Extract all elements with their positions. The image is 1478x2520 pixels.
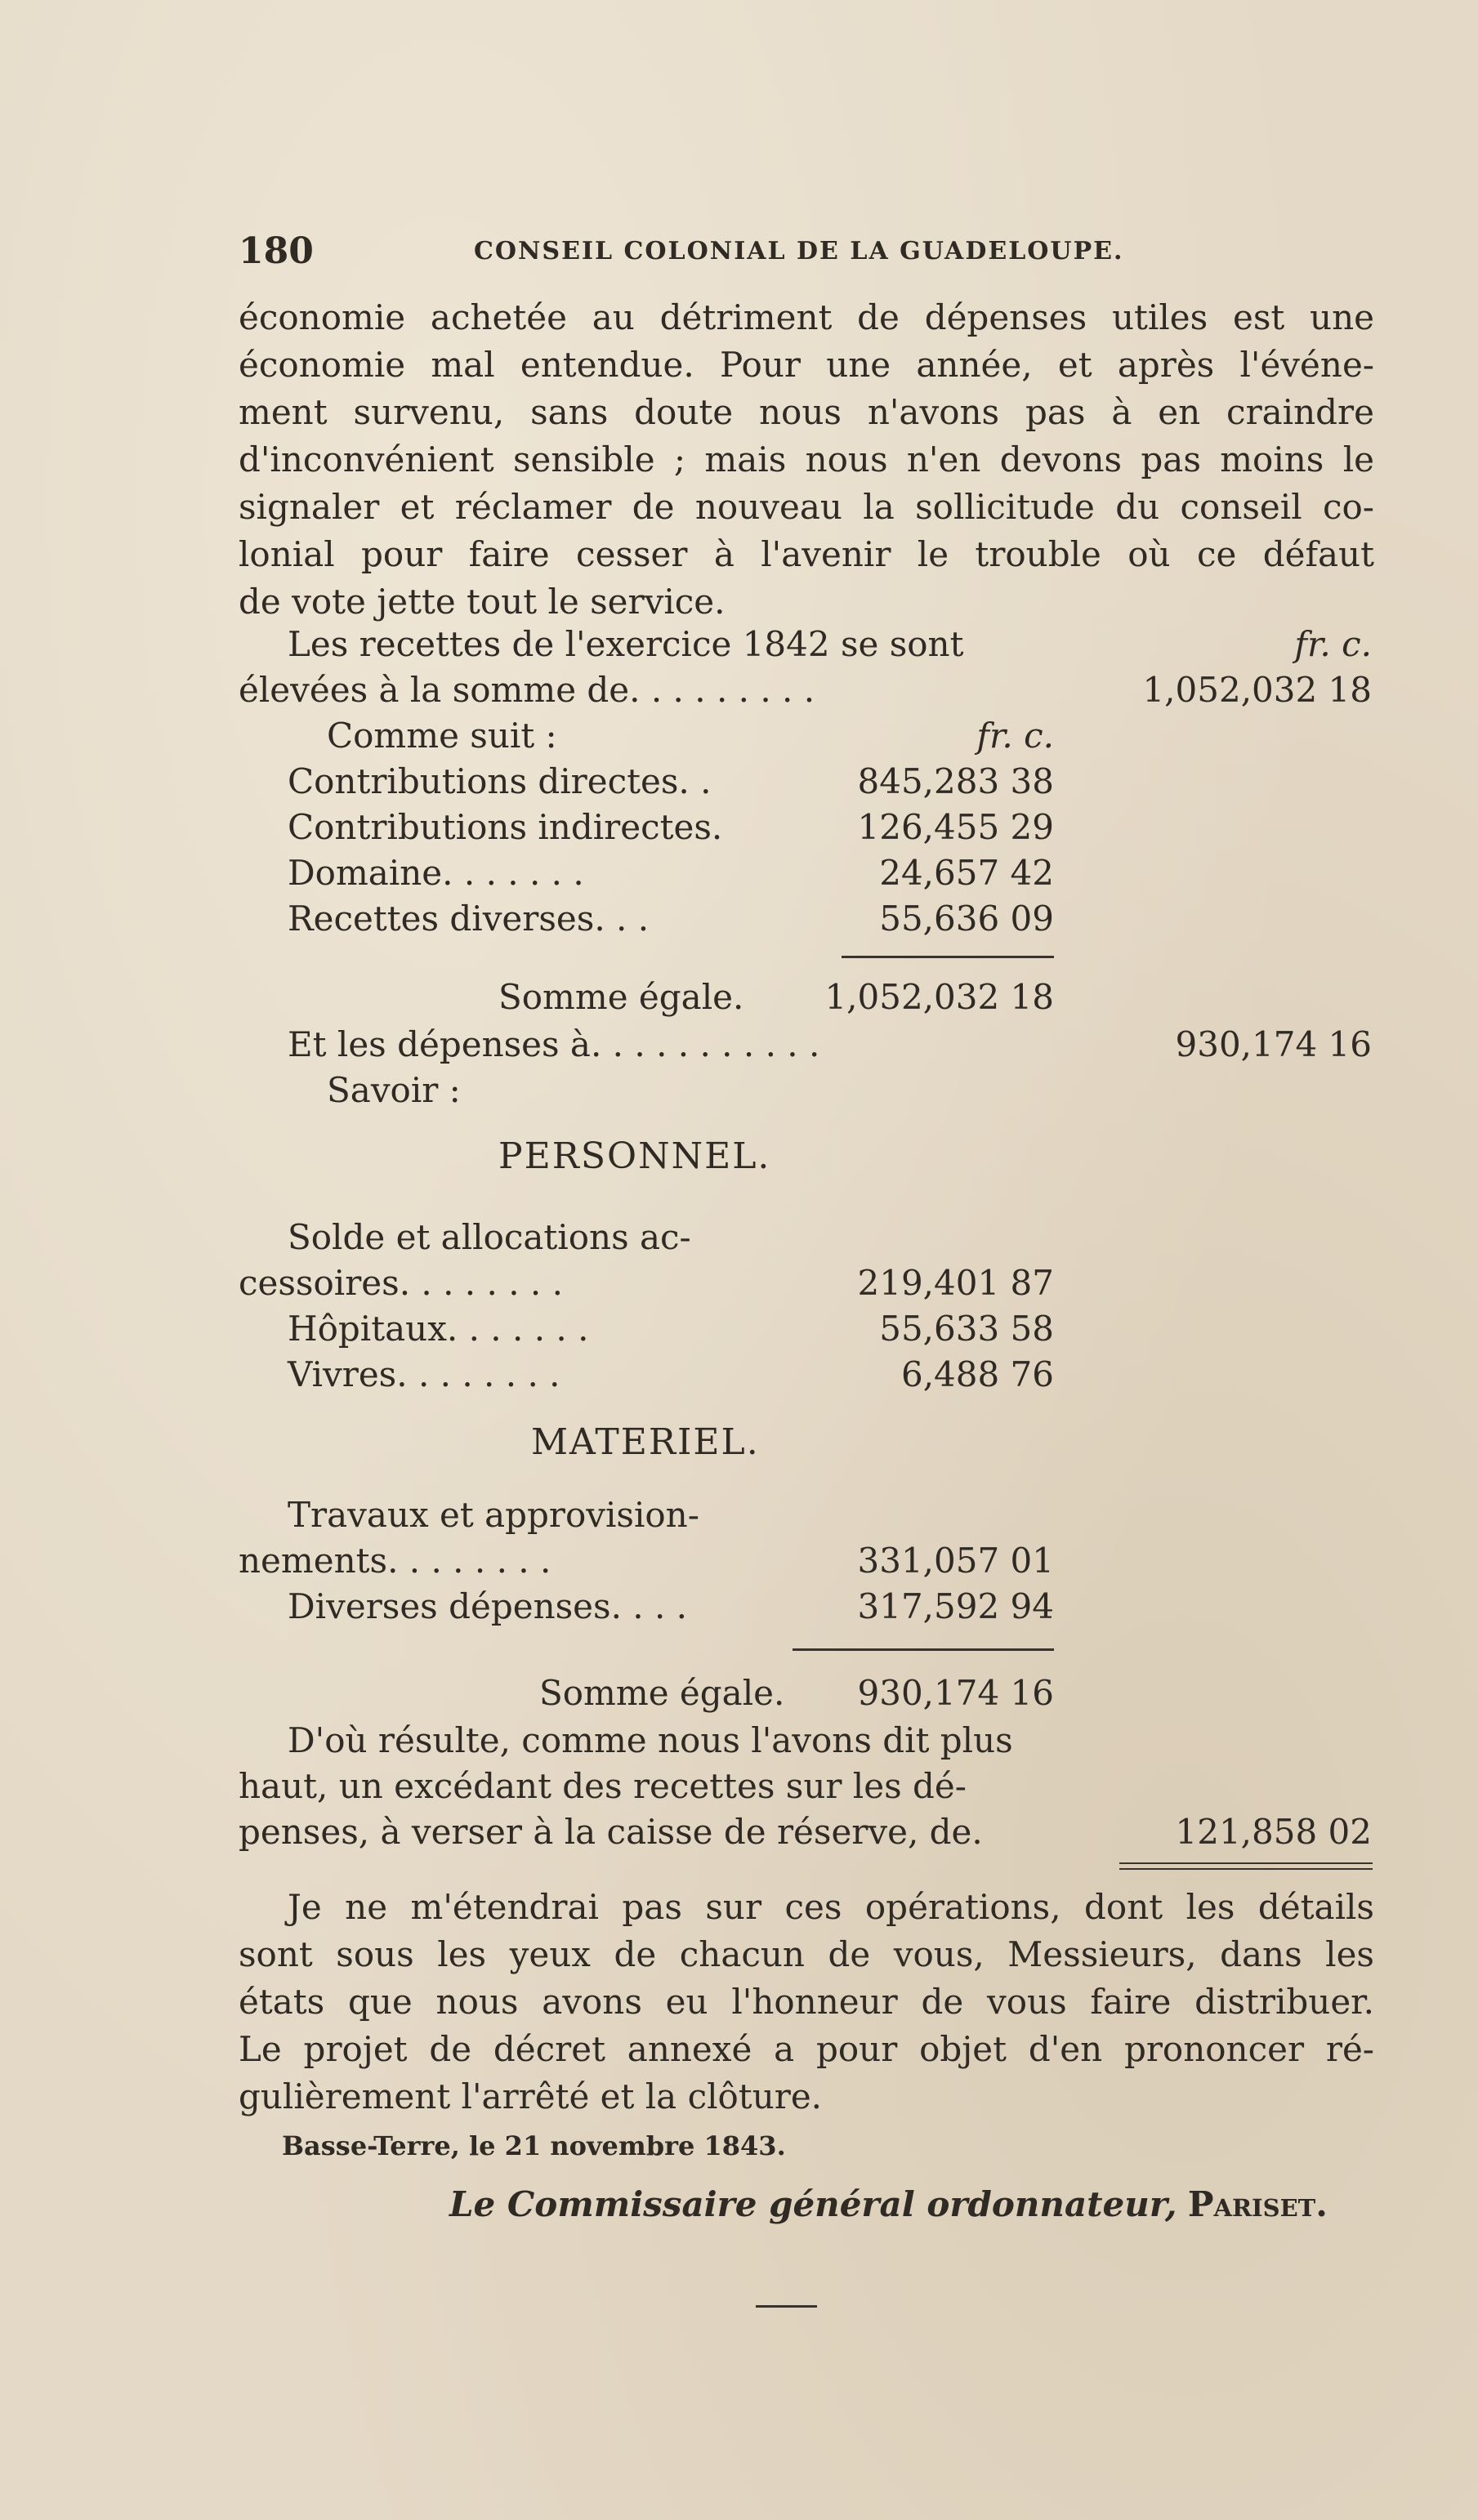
expense-item-amount: 55,633 58 xyxy=(879,1309,1054,1349)
unit-header-right: fr. c. xyxy=(1294,624,1372,664)
signature-title: Le Commissaire général ordonnateur, xyxy=(449,2184,1177,2224)
somme-egale-label: Somme égale. xyxy=(539,1673,785,1713)
somme-egale-amount: 930,174 16 xyxy=(857,1673,1054,1713)
closing-line: gulièrement l'arrêté et la clôture. xyxy=(239,2076,823,2116)
result-line: penses, à verser à la caisse de réserve, de. xyxy=(239,1812,983,1852)
receipt-item-label: Contributions indirectes. xyxy=(288,807,723,847)
receipt-item-amount: 845,283 38 xyxy=(857,761,1054,801)
receipts-line-2: élevées à la somme de. . . . . . . . . xyxy=(239,670,815,710)
expense-item-amount: 6,488 76 xyxy=(900,1354,1054,1394)
somme-egale-amount: 1,052,032 18 xyxy=(824,977,1054,1017)
double-rule-top xyxy=(1119,1862,1373,1864)
intro-paragraph xyxy=(239,294,1374,626)
expenses-line: Et les dépenses à. . . . . . . . . . . xyxy=(288,1024,820,1064)
closing-paragraph xyxy=(239,1884,1374,2121)
receipts-line-1: Les recettes de l'exercice 1842 se sont xyxy=(288,624,964,664)
running-title: CONSEIL COLONIAL DE LA GUADELOUPE. xyxy=(474,237,1124,265)
intro-line: économie achetée au détriment de dépenses utiles est une xyxy=(239,297,1374,337)
expense-item-label: cessoires. . . . . . . . xyxy=(239,1263,563,1303)
signature xyxy=(449,2181,1328,2228)
intro-line: lonial pour faire cesser à l'avenir le trouble où ce défaut xyxy=(239,534,1374,574)
somme-egale-label: Somme égale. xyxy=(498,977,744,1017)
result-line: D'où résulte, comme nous l'avons dit plus xyxy=(288,1720,1013,1760)
receipt-item-amount: 126,455 29 xyxy=(857,807,1054,847)
unit-header-mid: fr. c. xyxy=(976,716,1054,756)
expense-item-label: nements. . . . . . . . xyxy=(239,1541,551,1581)
end-rule xyxy=(756,2305,817,2308)
receipt-item-label: Contributions directes. . xyxy=(288,761,712,801)
result-line: haut, un excédant des recettes sur les dé- xyxy=(239,1766,967,1806)
intro-line: signaler et réclamer de nouveau la sollicitude du conseil co- xyxy=(239,487,1374,527)
intro-line: de vote jette tout le service. xyxy=(239,582,726,622)
personnel-heading: PERSONNEL. xyxy=(498,1135,771,1177)
expense-item-amount: 317,592 94 xyxy=(857,1586,1054,1626)
expense-item-amount: 331,057 01 xyxy=(857,1541,1054,1581)
closing-line: Je ne m'étendrai pas sur ces opérations, dont les détails xyxy=(288,1887,1374,1927)
materiel-heading: MATERIEL. xyxy=(531,1421,760,1463)
sum-rule xyxy=(793,1648,1054,1651)
expense-item-label: Hôpitaux. . . . . . . xyxy=(288,1309,589,1349)
closing-line: Le projet de décret annexé a pour objet d'en prononcer ré- xyxy=(239,2029,1374,2069)
expense-item-label: Diverses dépenses. . . . xyxy=(288,1586,688,1626)
expenses-total: 930,174 16 xyxy=(1175,1024,1372,1064)
page-number: 180 xyxy=(239,230,314,272)
date-line: Basse-Terre, le 21 novembre 1843. xyxy=(282,2130,786,2161)
intro-line: économie mal entendue. Pour une année, et après l'événe- xyxy=(239,345,1374,385)
receipt-item-label: Recettes diverses. . . xyxy=(288,899,650,939)
closing-line: états que nous avons eu l'honneur de vous faire distribuer. xyxy=(239,1982,1374,2022)
sum-rule xyxy=(842,956,1054,958)
expense-item-label: Vivres. . . . . . . . xyxy=(288,1354,560,1394)
double-rule-bottom xyxy=(1119,1868,1373,1870)
receipt-item-amount: 55,636 09 xyxy=(879,899,1054,939)
result-amount: 121,858 02 xyxy=(1175,1812,1372,1852)
receipt-item-amount: 24,657 42 xyxy=(879,853,1054,893)
expense-item-label: Travaux et approvision- xyxy=(288,1495,699,1535)
savoir: Savoir : xyxy=(327,1070,461,1110)
signature-name: Pariset. xyxy=(1187,2184,1328,2224)
comme-suit: Comme suit : xyxy=(327,716,557,756)
closing-line: sont sous les yeux de chacun de vous, Messieurs, dans les xyxy=(239,1934,1374,1974)
receipts-total: 1,052,032 18 xyxy=(1142,670,1372,710)
receipt-item-label: Domaine. . . . . . . xyxy=(288,853,584,893)
intro-line: d'inconvénient sensible ; mais nous n'en devons pas moins le xyxy=(239,439,1374,479)
expense-item-amount: 219,401 87 xyxy=(857,1263,1054,1303)
intro-line: ment survenu, sans doute nous n'avons pas à en craindre xyxy=(239,392,1374,432)
expense-item-label: Solde et allocations ac- xyxy=(288,1217,691,1257)
